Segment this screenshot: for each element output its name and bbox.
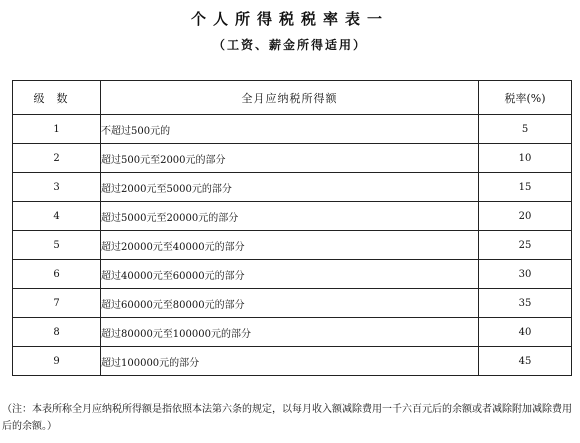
cell-rate: 35: [479, 289, 572, 318]
tax-rate-table: [12, 80, 572, 376]
cell-rate: 15: [479, 173, 572, 202]
cell-rate: 30: [479, 260, 572, 289]
table-row: [13, 115, 572, 144]
cell-rate: 20: [479, 202, 572, 231]
header-level: 级数: [13, 81, 101, 115]
cell-rate: 10: [479, 144, 572, 173]
cell-level: 5: [13, 231, 101, 260]
table-row: [13, 231, 572, 260]
header-rate: 税率(%): [479, 81, 572, 115]
cell-income: 超过500元至2000元的部分: [101, 144, 479, 173]
cell-income: 超过80000元至100000元的部分: [101, 318, 479, 347]
cell-rate: 45: [479, 347, 572, 376]
cell-level: 3: [13, 173, 101, 202]
cell-income: 超过20000元至40000元的部分: [101, 231, 479, 260]
table-row: [13, 318, 572, 347]
cell-income: 超过60000元至80000元的部分: [101, 289, 479, 318]
cell-income: 超过40000元至60000元的部分: [101, 260, 479, 289]
table-row: [13, 173, 572, 202]
table-row: [13, 347, 572, 376]
cell-income: 不超过500元的: [101, 115, 479, 144]
footnote: （注：本表所称全月应纳税所得额是指依照本法第六条的规定，以每月收入额减除费用一千六百元后的余额或者减除附加减除费用后的余额。）: [2, 404, 572, 432]
table-header-row: [13, 81, 572, 115]
table-row: [13, 144, 572, 173]
cell-income: 超过2000元至5000元的部分: [101, 173, 479, 202]
cell-level: 1: [13, 115, 101, 144]
cell-level: 8: [13, 318, 101, 347]
cell-level: 6: [13, 260, 101, 289]
cell-level: 9: [13, 347, 101, 376]
cell-rate: 5: [479, 115, 572, 144]
table-row: [13, 289, 572, 318]
cell-rate: 40: [479, 318, 572, 347]
table-row: [13, 260, 572, 289]
cell-level: 7: [13, 289, 101, 318]
page-title: 个人所得税税率表一: [190, 10, 389, 28]
cell-rate: 25: [479, 231, 572, 260]
cell-level: 4: [13, 202, 101, 231]
page-subtitle: （工资、薪金所得适用）: [212, 38, 367, 52]
table-row: [13, 202, 572, 231]
cell-income: 超过5000元至20000元的部分: [101, 202, 479, 231]
cell-income: 超过100000元的部分: [101, 347, 479, 376]
header-income: 全月应纳税所得额: [101, 81, 479, 115]
cell-level: 2: [13, 144, 101, 173]
